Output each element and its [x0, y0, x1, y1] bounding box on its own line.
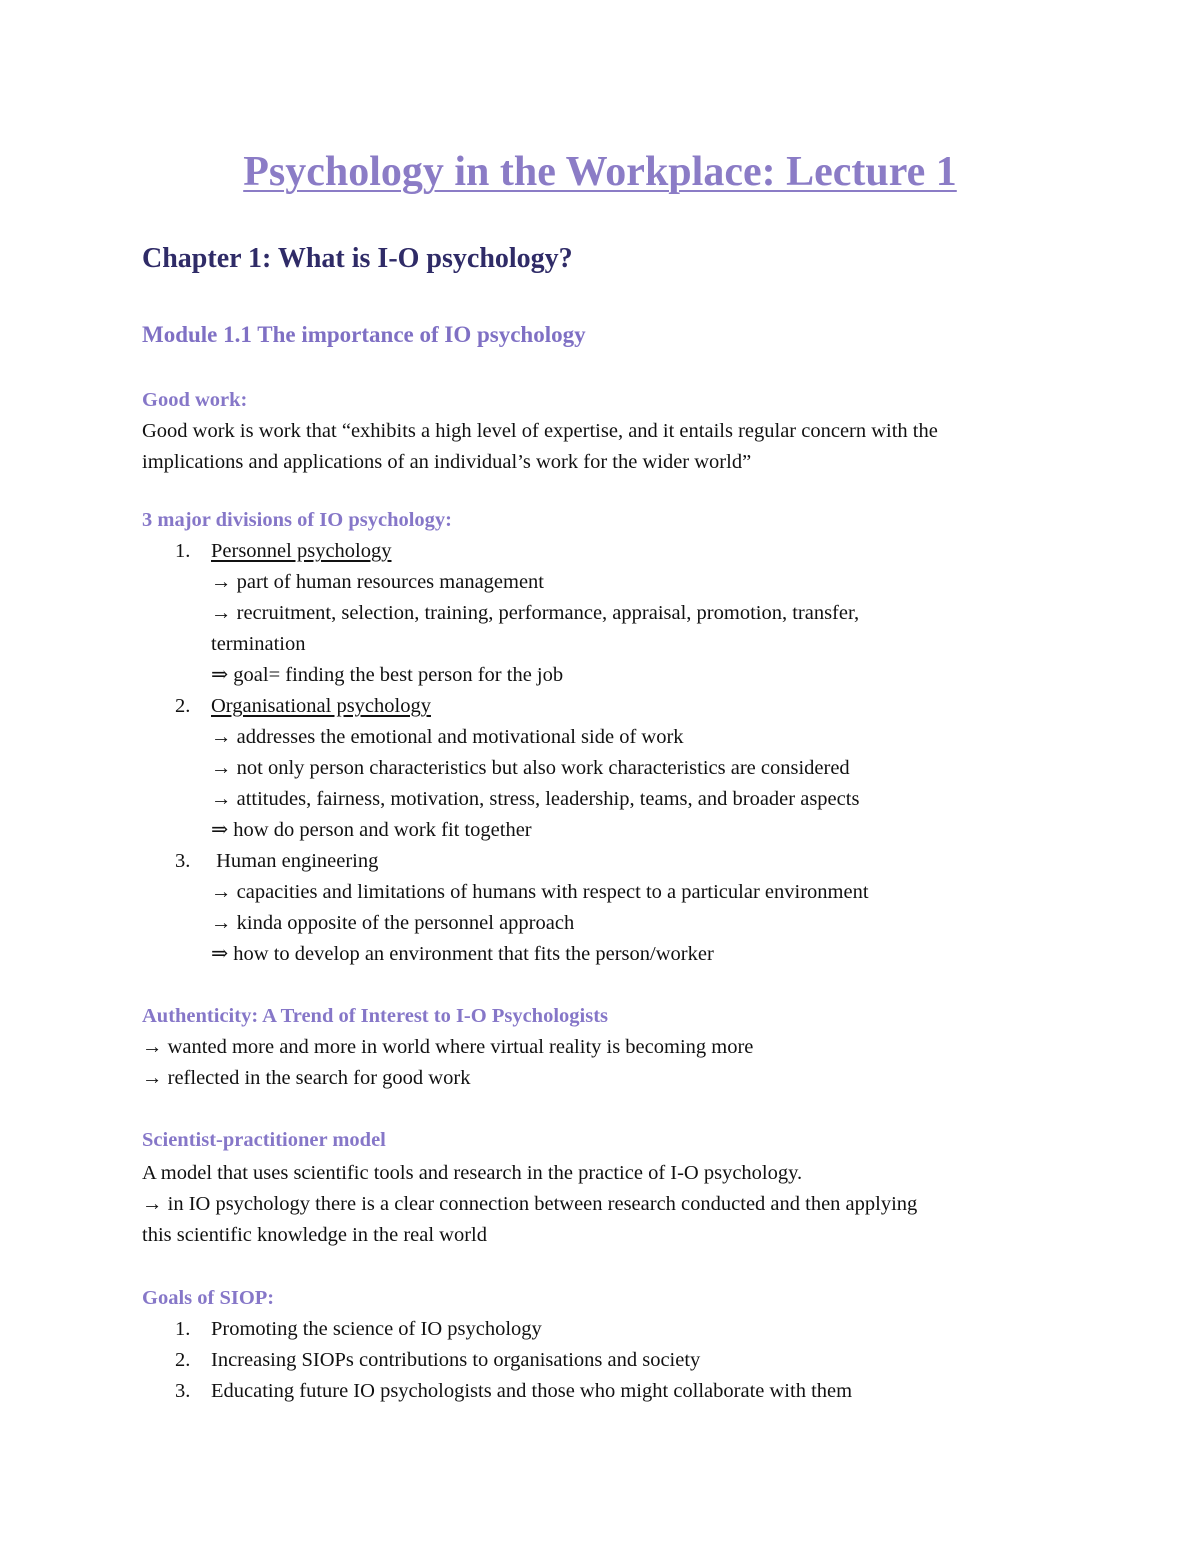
siop-heading: Goals of SIOP: — [142, 1287, 275, 1309]
siop-goal: Increasing SIOPs contributions to organisations and society — [211, 1349, 701, 1371]
list-number: 3. — [175, 1380, 191, 1402]
scientist-line: A model that uses scientific tools and research in the practice of I-O psychology. — [142, 1162, 803, 1184]
siop-goal: Promoting the science of IO psychology — [211, 1318, 542, 1340]
divisions-heading: 3 major divisions of IO psychology: — [142, 509, 453, 531]
list-number: 2. — [175, 695, 191, 717]
module-heading: Module 1.1 The importance of IO psychology — [142, 322, 586, 347]
division-line: ⇒ how do person and work fit together — [211, 819, 532, 841]
division-line: ⇒ goal= finding the best person for the job — [211, 664, 564, 686]
authenticity-line: → reflected in the search for good work — [142, 1067, 471, 1089]
scientist-line: → in IO psychology there is a clear connection between research conducted and then applying — [142, 1193, 918, 1215]
siop-goal: Educating future IO psychologists and those who might collaborate with them — [211, 1380, 853, 1402]
division-label-personnel: Personnel psychology — [211, 540, 392, 562]
authenticity-heading: Authenticity: A Trend of Interest to I-O Psychologists — [142, 1005, 608, 1027]
good-work-line: implications and applications of an individual’s work for the wider world” — [142, 451, 752, 473]
list-number: 2. — [175, 1349, 191, 1371]
division-line: termination — [211, 633, 306, 655]
list-number: 1. — [175, 1318, 191, 1340]
division-line: → recruitment, selection, training, performance, appraisal, promotion, transfer, — [211, 602, 860, 624]
page-title: Psychology in the Workplace: Lecture 1 — [243, 149, 957, 195]
good-work-heading: Good work: — [142, 389, 248, 411]
division-label-organisational: Organisational psychology — [211, 695, 431, 717]
list-number: 1. — [175, 540, 191, 562]
scientist-line: this scientific knowledge in the real world — [142, 1224, 487, 1246]
division-line: → addresses the emotional and motivational side of work — [211, 726, 684, 748]
division-line: → not only person characteristics but also work characteristics are considered — [211, 757, 850, 779]
division-line: → part of human resources management — [211, 571, 545, 593]
list-number: 3. — [175, 850, 191, 872]
division-line: → attitudes, fairness, motivation, stress, leadership, teams, and broader aspects — [211, 788, 860, 810]
good-work-line: Good work is work that “exhibits a high level of expertise, and it entails regular concern with the — [142, 420, 938, 442]
division-line: → capacities and limitations of humans with respect to a particular environment — [211, 881, 869, 903]
division-label-human-engineering: Human engineering — [211, 850, 379, 872]
division-line: → kinda opposite of the personnel approach — [211, 912, 575, 934]
division-line: ⇒ how to develop an environment that fits the person/worker — [211, 943, 714, 965]
authenticity-line: → wanted more and more in world where virtual reality is becoming more — [142, 1036, 754, 1058]
chapter-heading: Chapter 1: What is I-O psychology? — [142, 243, 573, 274]
scientist-heading: Scientist-practitioner model — [142, 1129, 386, 1151]
